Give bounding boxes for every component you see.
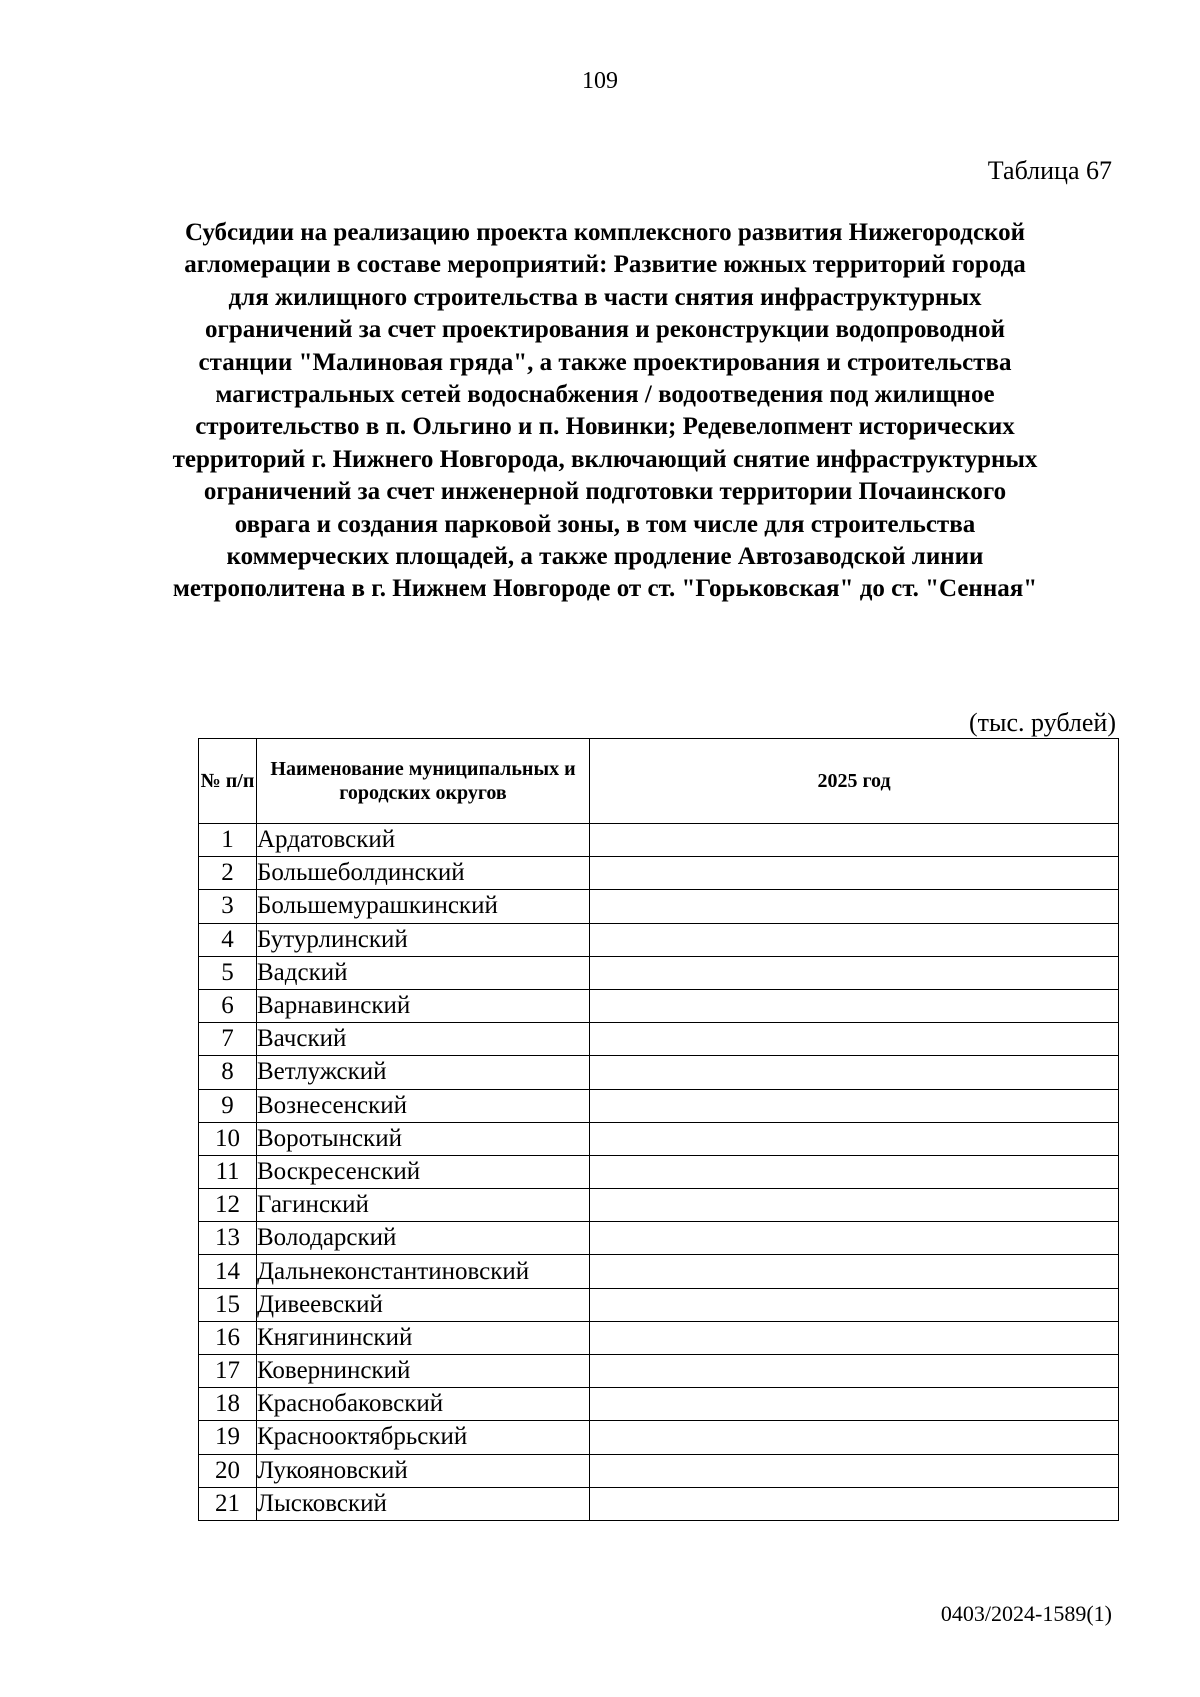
value-2025 — [590, 956, 1119, 989]
table-row — [199, 824, 1119, 857]
row-number: 1 — [199, 824, 257, 857]
district-name: Большеболдинский — [257, 857, 590, 890]
value-2025 — [590, 1487, 1119, 1520]
value-2025 — [590, 1122, 1119, 1155]
row-number: 14 — [199, 1255, 257, 1288]
table-row — [199, 1122, 1119, 1155]
value-2025 — [590, 857, 1119, 890]
subsidies-table — [198, 738, 1119, 1521]
row-number: 7 — [199, 1023, 257, 1056]
district-name: Вознесенский — [257, 1089, 590, 1122]
table-row — [199, 1023, 1119, 1056]
district-name: Ковернинский — [257, 1355, 590, 1388]
row-number: 18 — [199, 1388, 257, 1421]
value-2025 — [590, 1189, 1119, 1222]
units-label: (тыс. рублей) — [968, 708, 1116, 737]
district-name: Большемурашкинский — [257, 890, 590, 923]
district-name: Варнавинский — [257, 989, 590, 1022]
row-number: 6 — [199, 989, 257, 1022]
district-name: Володарский — [257, 1222, 590, 1255]
table-row — [199, 1155, 1119, 1188]
row-number: 12 — [199, 1189, 257, 1222]
table-row — [199, 956, 1119, 989]
district-name: Краснооктябрьский — [257, 1421, 590, 1454]
table-row — [199, 1222, 1119, 1255]
table-row — [199, 1288, 1119, 1321]
table-row — [199, 890, 1119, 923]
row-number: 10 — [199, 1122, 257, 1155]
district-name: Воротынский — [257, 1122, 590, 1155]
row-number: 17 — [199, 1355, 257, 1388]
row-number: 19 — [199, 1421, 257, 1454]
row-number: 11 — [199, 1155, 257, 1188]
value-2025 — [590, 1089, 1119, 1122]
value-2025 — [590, 1355, 1119, 1388]
row-number: 5 — [199, 956, 257, 989]
value-2025 — [590, 1321, 1119, 1354]
table-row — [199, 1487, 1119, 1520]
document-code: 0403/2024-1589(1) — [940, 1601, 1112, 1626]
value-2025 — [590, 1454, 1119, 1487]
header-num: № п/п — [199, 739, 257, 824]
table-header-row — [199, 739, 1119, 824]
table-row — [199, 1255, 1119, 1288]
header-year: 2025 год — [590, 739, 1119, 824]
value-2025 — [590, 1155, 1119, 1188]
row-number: 2 — [199, 857, 257, 890]
value-2025 — [590, 1222, 1119, 1255]
value-2025 — [590, 1421, 1119, 1454]
value-2025 — [590, 1056, 1119, 1089]
table-row — [199, 1089, 1119, 1122]
table-row — [199, 1454, 1119, 1487]
row-number: 9 — [199, 1089, 257, 1122]
value-2025 — [590, 1388, 1119, 1421]
document-title: Субсидии на реализацию проекта комплексного развития Нижегородской агломерации в составе мероприятий: Развитие южных территорий города для жилищного строительства в части снятия инфраструктурных ограничений за счет проектирования и реконструкции водопроводной станции "Малиновая гряда", а также проектирования и строительства магистральных сетей водоснабжения / водоотведения под жилищное строительство в п. Ольгино и п. Новинки; Редевелопмент исторических территорий г. Нижнего Новгорода, включающий снятие инфраструктурных ограничений за счет инженерной подготовки территории Почаинского оврага и создания парковой зоны, в том числе для строительства коммерческих площадей, а также продление Автозаводской линии метрополитена в г. Нижнем Новгороде от ст. "Горьковская" до ст. "Сенная" — [172, 219, 1038, 603]
table-label: Таблица 67 — [987, 156, 1112, 185]
district-name: Вадский — [257, 956, 590, 989]
value-2025 — [590, 890, 1119, 923]
table-row — [199, 1421, 1119, 1454]
table-row — [199, 923, 1119, 956]
row-number: 3 — [199, 890, 257, 923]
value-2025 — [590, 989, 1119, 1022]
district-name: Лукояновский — [257, 1454, 590, 1487]
value-2025 — [590, 1023, 1119, 1056]
value-2025 — [590, 923, 1119, 956]
table-row — [199, 1189, 1119, 1222]
district-name: Гагинский — [257, 1189, 590, 1222]
row-number: 21 — [199, 1487, 257, 1520]
district-name: Ветлужский — [257, 1056, 590, 1089]
district-name: Дивеевский — [257, 1288, 590, 1321]
page-number: 109 — [582, 68, 618, 94]
district-name: Дальнеконстантиновский — [257, 1255, 590, 1288]
header-name: Наименование муниципальных и городских округов — [257, 739, 590, 824]
value-2025 — [590, 824, 1119, 857]
table-row — [199, 1355, 1119, 1388]
table-row — [199, 1056, 1119, 1089]
table-body — [199, 824, 1119, 1521]
row-number: 4 — [199, 923, 257, 956]
district-name: Краснобаковский — [257, 1388, 590, 1421]
table-row — [199, 1388, 1119, 1421]
district-name: Бутурлинский — [257, 923, 590, 956]
row-number: 15 — [199, 1288, 257, 1321]
district-name: Воскресенский — [257, 1155, 590, 1188]
row-number: 20 — [199, 1454, 257, 1487]
district-name: Лысковский — [257, 1487, 590, 1520]
table-row — [199, 857, 1119, 890]
row-number: 13 — [199, 1222, 257, 1255]
value-2025 — [590, 1288, 1119, 1321]
table-row — [199, 1321, 1119, 1354]
district-name: Ардатовский — [257, 824, 590, 857]
table-row — [199, 989, 1119, 1022]
row-number: 16 — [199, 1321, 257, 1354]
value-2025 — [590, 1255, 1119, 1288]
row-number: 8 — [199, 1056, 257, 1089]
district-name: Вачский — [257, 1023, 590, 1056]
district-name: Княгининский — [257, 1321, 590, 1354]
